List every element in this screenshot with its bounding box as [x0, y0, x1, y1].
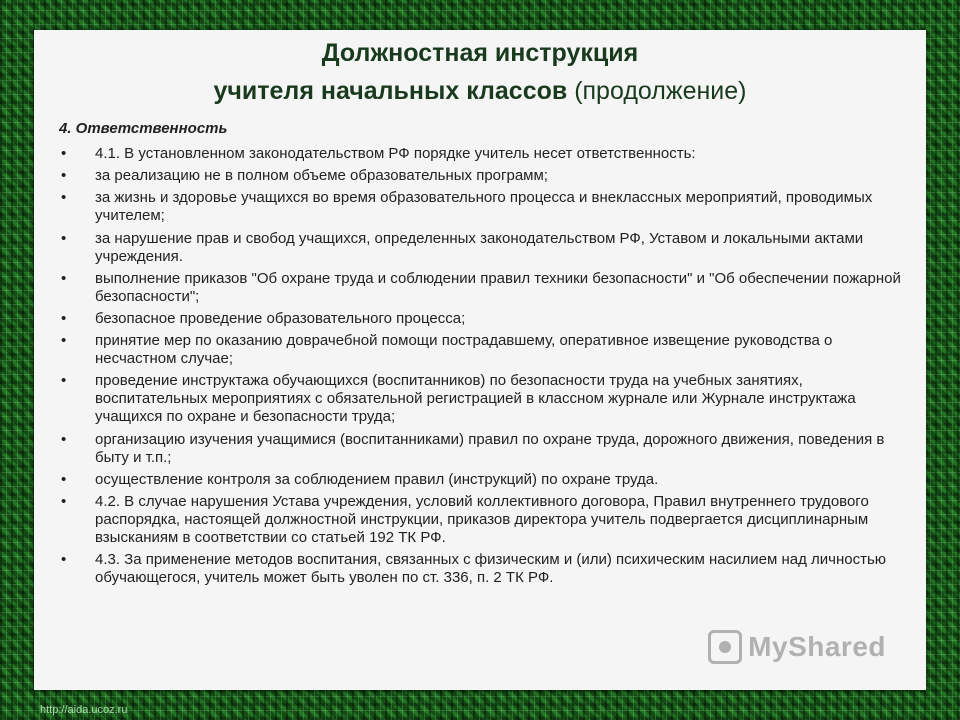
title-line-2-bold: учителя начальных классов [213, 77, 568, 105]
list-item-text: за нарушение прав и свобод учащихся, определенных законодательством РФ, Уставом и локальными актами учреждения. [95, 229, 864, 265]
list-item [59, 230, 909, 266]
list-item [59, 551, 909, 587]
list-item-text: за реализацию не в полном объеме образовательных программ; [95, 167, 548, 185]
list-item-text: безопасное проведение образовательного процесса; [95, 309, 466, 327]
source-url: http://aida.ucoz.ru [40, 704, 128, 716]
slide-title [34, 34, 926, 110]
bullet-icon: • [61, 492, 67, 510]
list-item-text: принятие мер по оказанию доврачебной помощи пострадавшему, оперативное извещение руководства о несчастном случае; [95, 332, 833, 368]
watermark-text: MyShared [748, 631, 886, 662]
responsibility-list [59, 145, 909, 591]
bullet-icon: • [61, 309, 67, 327]
bullet-icon: • [61, 551, 67, 569]
list-item-text: 4.2. В случае нарушения Устава учреждения, условий коллективного договора, Правил внутреннего трудового распорядка, настоящей должностной инструкции, приказов директора учитель подвергается дисциплинарным взысканиям в соответствии со статьей 192 ТК РФ. [95, 492, 869, 546]
list-item-text: 4.1. В установленном законодательством РФ порядке учитель несет ответственность: [95, 145, 696, 162]
title-line-2 [34, 72, 926, 110]
slide [34, 30, 926, 690]
list-item [59, 431, 909, 467]
list-item [59, 493, 909, 547]
myshared-watermark [708, 630, 886, 664]
bullet-icon: • [61, 167, 67, 185]
list-item [59, 372, 909, 426]
list-item-text: 4.3. За применение методов воспитания, связанных с физическим и (или) психическим насилием над личностью обучающегося, учитель может быть уволен по ст. 336, п. 2 ТК РФ. [95, 551, 887, 587]
list-item [59, 332, 909, 368]
bullet-icon: • [61, 470, 67, 488]
list-item-text: осуществление контроля за соблюдением правил (инструкций) по охране труда. [95, 470, 659, 488]
list-item [59, 167, 909, 185]
bullet-icon: • [61, 269, 67, 287]
list-item [59, 471, 909, 489]
section-heading: 4. Ответственность [59, 120, 228, 137]
list-item [59, 310, 909, 328]
list-item-text: организацию изучения учащимися (воспитанниками) правил по охране труда, дорожного движения, поведения в быту и т.п.; [95, 430, 885, 466]
list-item-text: выполнение приказов "Об охране труда и соблюдении правил техники безопасности" и "Об обеспечении пожарной безопасности"; [95, 269, 901, 305]
list-item [59, 270, 909, 306]
bullet-icon: • [61, 332, 67, 350]
title-line-2-plain: (продолжение) [567, 77, 747, 105]
title-line-1: Должностная инструкция [321, 39, 639, 67]
bullet-icon: • [61, 189, 67, 207]
list-item [59, 189, 909, 225]
list-item [59, 145, 909, 163]
bullet-icon: • [61, 372, 67, 390]
myshared-logo-icon [708, 630, 742, 664]
bullet-icon: • [61, 145, 67, 162]
list-item-text: за жизнь и здоровье учащихся во время образовательного процесса и внеклассных мероприятий, проводимых учителем; [95, 189, 873, 225]
list-item-text: проведение инструктажа обучающихся (воспитанников) по безопасности труда на учебных занятиях, воспитательных мероприятиях с обязательной регистрацией в классном журнале или Журнале инструктажа учащихся по охране и безопасности труда; [95, 372, 856, 426]
bullet-icon: • [61, 430, 67, 448]
bullet-icon: • [61, 229, 67, 247]
